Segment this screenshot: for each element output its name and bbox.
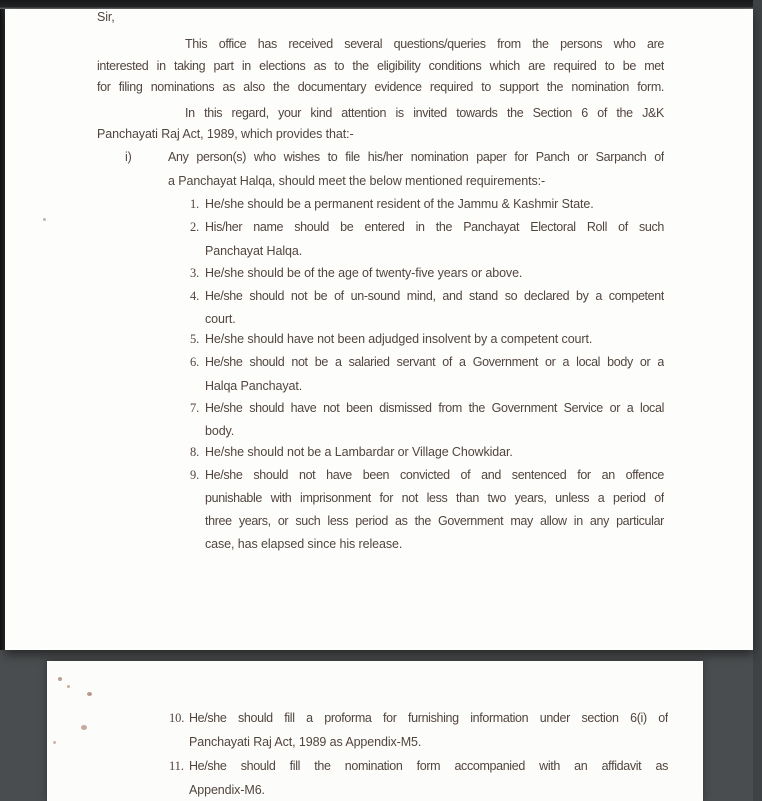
- item-11-line2: Appendix-M6.: [189, 783, 265, 797]
- item-4-number: 4.: [190, 289, 200, 303]
- item-8-number: 8.: [190, 445, 200, 459]
- item-6-line1: He/she should not be a salaried servant of a Government or a local body or a: [205, 355, 664, 369]
- item-7-number: 7.: [190, 401, 200, 415]
- item-4-line2: court.: [205, 312, 236, 326]
- item-9-line3: three years, or such less period as the Government may allow in any particular: [205, 514, 664, 528]
- item-7-line2: body.: [205, 424, 235, 438]
- item-1-line1: He/she should be a permanent resident of the Jammu & Kashmir State.: [205, 197, 594, 211]
- clause-i-marker: i): [125, 150, 132, 164]
- item-10-number: 10.: [169, 711, 185, 725]
- scan-edge-top: [0, 0, 762, 9]
- item-10-line2: Panchayati Raj Act, 1989 as Appendix-M5.: [189, 735, 422, 749]
- scan-speck: [67, 685, 70, 688]
- item-1-number: 1.: [190, 197, 200, 211]
- item-8-line1: He/she should not be a Lambardar or Village Chowkidar.: [205, 445, 513, 459]
- item-7-line1: He/she should have not been dismissed from the Government Service or a local: [205, 401, 664, 415]
- scan-speck: [87, 692, 92, 696]
- item-3-number: 3.: [190, 266, 200, 280]
- item-5-number: 5.: [190, 332, 200, 346]
- item-9-line1: He/she should not have been convicted of and sentenced for an offence: [205, 468, 664, 482]
- scan-speck: [81, 725, 87, 730]
- item-9-number: 9.: [190, 468, 200, 482]
- item-4-line1: He/she should not be of un-sound mind, and stand so declared by a competent: [205, 289, 664, 303]
- item-6-line2: Halqa Panchayat.: [205, 379, 303, 393]
- item-2-line1: His/her name should be entered in the Panchayat Electoral Roll of such: [205, 220, 664, 234]
- item-5-line1: He/she should have not been adjudged insolvent by a competent court.: [205, 332, 593, 346]
- item-11-number: 11.: [169, 759, 184, 773]
- salutation: Sir,: [97, 10, 115, 24]
- item-6-number: 6.: [190, 355, 200, 369]
- scan-speck: [58, 677, 62, 681]
- item-2-line2: Panchayat Halqa.: [205, 244, 303, 258]
- clause-i-line1: Any person(s) who wishes to file his/her nomination paper for Panch or Sarpanch of: [168, 150, 664, 164]
- para1-line2: interested in taking part in elections as to the eligibility conditions which are required to be met: [97, 59, 664, 73]
- item-3-line1: He/she should be of the age of twenty-five years or above.: [205, 266, 523, 280]
- item-2-number: 2.: [190, 220, 200, 234]
- item-9-line2: punishable with imprisonment for not less than two years, unless a period of: [205, 491, 664, 505]
- item-11-line1: He/she should fill the nomination form accompanied with an affidavit as: [189, 759, 668, 773]
- item-10-line1: He/she should fill a proforma for furnishing information under section 6(i) of: [189, 711, 668, 725]
- para1-line1: This office has received several questions/queries from the persons who are: [185, 37, 664, 51]
- document-page-2: [47, 661, 703, 801]
- scan-speck: [53, 741, 56, 744]
- scan-speck: [43, 218, 46, 221]
- document-page-1: [5, 9, 753, 650]
- item-9-line4: case, has elapsed since his release.: [205, 537, 403, 551]
- para2-line2: Panchayati Raj Act, 1989, which provides that:-: [97, 127, 354, 141]
- para1-line3: for filing nominations as also the documentary evidence required to support the nomination form.: [97, 80, 664, 94]
- scan-edge-right: [753, 0, 762, 801]
- clause-i-line2: a Panchayat Halqa, should meet the below mentioned requirements:-: [168, 174, 546, 188]
- para2-line1: In this regard, your kind attention is invited towards the Section 6 of the J&K: [185, 106, 664, 120]
